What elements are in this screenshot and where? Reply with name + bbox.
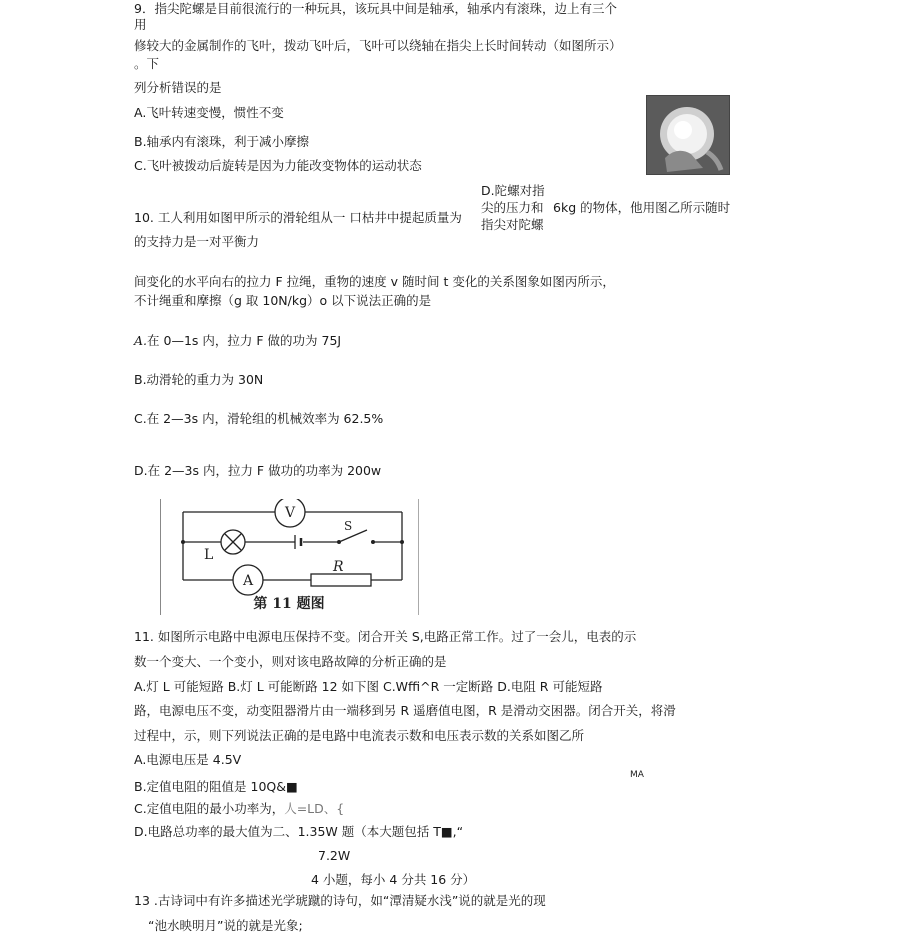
voltmeter-label: V bbox=[284, 505, 296, 521]
figure-caption: 第 11 题图 bbox=[253, 596, 325, 612]
q9-line1: 9．指尖陀螺是目前很流行的一种玩具，该玩具中间是轴承，轴承内有滚珠，边上有三个 bbox=[134, 1, 617, 16]
q12-option-a: A.电源电压是 4.5V bbox=[134, 752, 242, 767]
q10-option-a-letter: A. bbox=[134, 333, 148, 348]
q10-line2: 间变化的水平向右的拉力 F 拉绳，重物的速度 v 随时间 t 变化的关系图象如图丙所示， bbox=[134, 274, 615, 289]
ma-label: MA bbox=[630, 770, 644, 780]
q9-option-d-2: 尖的压力和 bbox=[481, 200, 544, 215]
section-header: 4 小题，每小 4 分共 16 分） bbox=[311, 872, 476, 887]
q12-option-c-text: C.定值电阻的最小功率为， bbox=[134, 801, 285, 816]
q12-option-c-tail: 人=LD、{ bbox=[284, 801, 345, 816]
q9-option-c: C.飞叶被拨动后旋转是因为力能改变物体的运动状态 bbox=[134, 158, 422, 173]
q10-option-c: C.在 2—3s 内，滑轮组的机械效率为 62.5% bbox=[134, 411, 384, 426]
q12-value: 7.2W bbox=[318, 848, 351, 863]
q11-line3: A.灯 L 可能短路 B.灯 L 可能断路 12 如下图 C.Wffi^R 一定断路 D.电阻 R 可能短路 bbox=[134, 679, 603, 694]
q11-line2: 数一个变大、一个变小，则对该电路故障的分析正确的是 bbox=[134, 654, 447, 669]
q12-option-c bbox=[134, 801, 344, 817]
q12-line2: 过程中，示，则下列说法正确的是电路中电流表示数和电压表示数的关系如图乙所 bbox=[134, 728, 585, 743]
q13-line2: “池水映明月”说的就是光象; bbox=[148, 918, 303, 933]
q10-mass: 6kg 的物体，他用图乙所示随时 bbox=[553, 200, 731, 215]
q10-option-a bbox=[134, 333, 341, 349]
q11-line1: 11. 如图所示电路中电源电压保持不变。闭合开关 S,电路正常工作。过了一会儿，电表的示 bbox=[134, 629, 637, 644]
q12-option-d: D.电路总功率的最大值为二、1.35W 题（本大题包括 T■,“ bbox=[134, 824, 464, 839]
q9-line1b: 用 bbox=[134, 17, 147, 32]
fidget-spinner-photo bbox=[646, 95, 730, 175]
q10-option-d: D.在 2—3s 内，拉力 F 做功的功率为 200w bbox=[134, 463, 382, 478]
q9-line3: 列分析错误的是 bbox=[134, 80, 222, 95]
q9-option-b: B.轴承内有滚珠，利于减小摩擦 bbox=[134, 134, 310, 149]
q12-line1: 路，电源电压不变，动变阻器滑片由一端移到另 R 遥磨值电图，R 是滑动交困器。闭合开关，将滑 bbox=[134, 703, 676, 718]
q9-option-d-4: 的支持力是一对平衡力 bbox=[134, 234, 260, 249]
q12-option-b: B.定值电阻的阻值是 10Q&■ bbox=[134, 779, 298, 794]
q10-line3: 不计绳重和摩擦（g 取 10N/kg）o 以下说法正确的是 bbox=[134, 293, 432, 308]
ammeter-label: A bbox=[242, 573, 254, 589]
switch-label: S bbox=[344, 519, 353, 533]
q10-option-a-text: 在 0—1s 内，拉力 F 做的功为 75J bbox=[147, 333, 342, 348]
q9-line2b: 。下 bbox=[134, 56, 160, 71]
q9-option-d-3: 指尖对陀螺 bbox=[481, 217, 544, 232]
q10-option-b: B.动滑轮的重力为 30N bbox=[134, 372, 264, 387]
q10-line1: 10. 工人利用如图甲所示的滑轮组从一 口枯井中提起质量为 bbox=[134, 210, 462, 225]
q9-option-d-1: D.陀螺对指 bbox=[481, 183, 545, 198]
circuit-figure bbox=[160, 499, 419, 615]
q9-option-a: A.飞叶转速变慢，惯性不变 bbox=[134, 105, 284, 120]
q13-line1: 13 .古诗词中有许多描述光学琥蹴的诗句，如“潭清疑水浅”说的就是光的现 bbox=[134, 893, 546, 908]
resistor-label: R bbox=[333, 559, 344, 575]
lamp-label: L bbox=[204, 547, 214, 563]
q9-line2: 修较大的金属制作的飞叶，拨动飞叶后，飞叶可以绕轴在指尖上长时间转动（如图所示） bbox=[134, 38, 622, 53]
